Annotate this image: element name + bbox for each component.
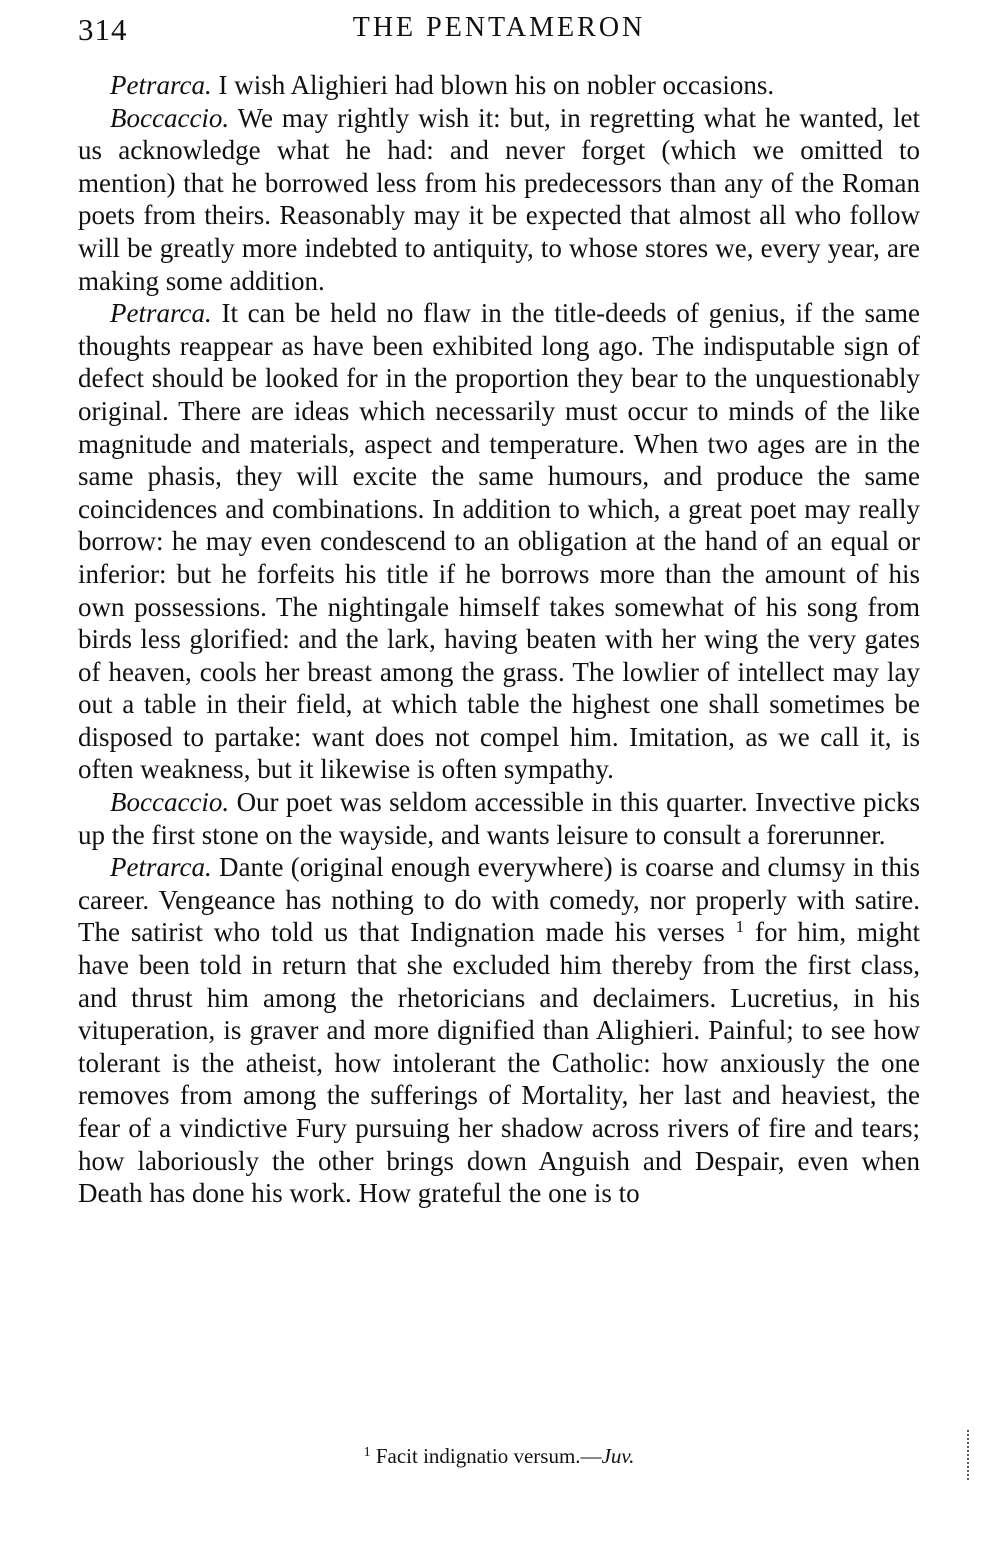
paragraph [78, 786, 920, 851]
footnote [78, 1443, 920, 1469]
speaker-name: Petrarca. [110, 298, 212, 329]
speaker-name: Petrarca. [110, 852, 212, 883]
paragraph [78, 851, 920, 1210]
footnote-reference[interactable]: 1 [735, 917, 745, 937]
footnote-text: Facit indignatio versum.— [370, 1444, 602, 1468]
paragraph-text: Our poet was seldom accessible in this quarter. Invective picks up the first stone on the wayside, and wants leisure to consult a forerunner. [78, 787, 920, 850]
paragraph-text: for him, might have been told in return that she excluded him thereby from the first class, and thrust him among the rhetoricians and declaimers. Lucretius, in his vituperation, is graver and more dignified than Alighieri. Painful; to see how tolerant is the atheist, how intolerant the Catholic: how anxiously the one removes from among the sufferings of Mortality, her last and heaviest, the fear of a vindictive Fury pursuing her shadow across rivers of fire and tears; how laboriously the other brings down Anguish and Despair, even when Death has done his work. How grateful the one is to [78, 917, 920, 1209]
speaker-name: Boccaccio. [110, 102, 230, 133]
page-number: 314 [78, 12, 128, 47]
margin-mark [967, 1430, 969, 1480]
speaker-name: Boccaccio. [110, 787, 230, 818]
paragraph-text: I wish Alighieri had blown his on nobler occasions. [211, 70, 775, 100]
paragraph [78, 69, 920, 102]
paragraph [78, 102, 920, 298]
footnote-marker: 1 [363, 1445, 371, 1460]
paragraph [78, 297, 920, 786]
paragraph-text: It can be held no flaw in the title-deeds of genius, if the same thoughts reappear as have been exhibited long ago. The indisputable sign of defect should be looked for in the proportion they bear to the unquestionably original. There are ideas which necessarily must occur to minds of the like magnitude and materials, aspect and temperature. When two ages are in the same phasis, they will excite the same humours, and produce the same coincidences and combinations. In addition to which, a great poet may really borrow: he may even condescend to an obligation at the hand of an equal or inferior: but he forfeits his title if he borrows more than the amount of his own possessions. The nightingale himself takes somewhat of his song from birds less glorified: and the lark, having beaten with her wing the very gates of heaven, cools her breast among the grass. The lowlier of intellect may lay out a table in their field, at which table the highest one shall sometimes be disposed to partake: want does not compel him. Imitation, as we call it, is often weakness, but it likewise is often sympathy. [78, 298, 920, 785]
page-header [78, 12, 920, 52]
running-title: THE PENTAMERON [352, 12, 646, 43]
paragraph-text: Dante (original enough everywhere) is coarse and clumsy in this career. Vengeance has nothing to do with comedy, nor properly with satire. The satirist who told us that Indignation made his verses [78, 852, 920, 948]
speaker-name: Petrarca. [110, 70, 212, 100]
paragraph-text: We may rightly wish it: but, in regretting what he wanted, let us acknowledge what he had: and never forget (which we omitted to mention) that he borrowed less from his predecessors than any of the Roman poets from theirs. Reasonably may it be expected that almost all who follow will be greatly more indebted to antiquity, to whose stores we, every year, are making some addition. [78, 102, 920, 296]
page-body [78, 69, 920, 1210]
footnote-source: Juv. [601, 1444, 635, 1468]
